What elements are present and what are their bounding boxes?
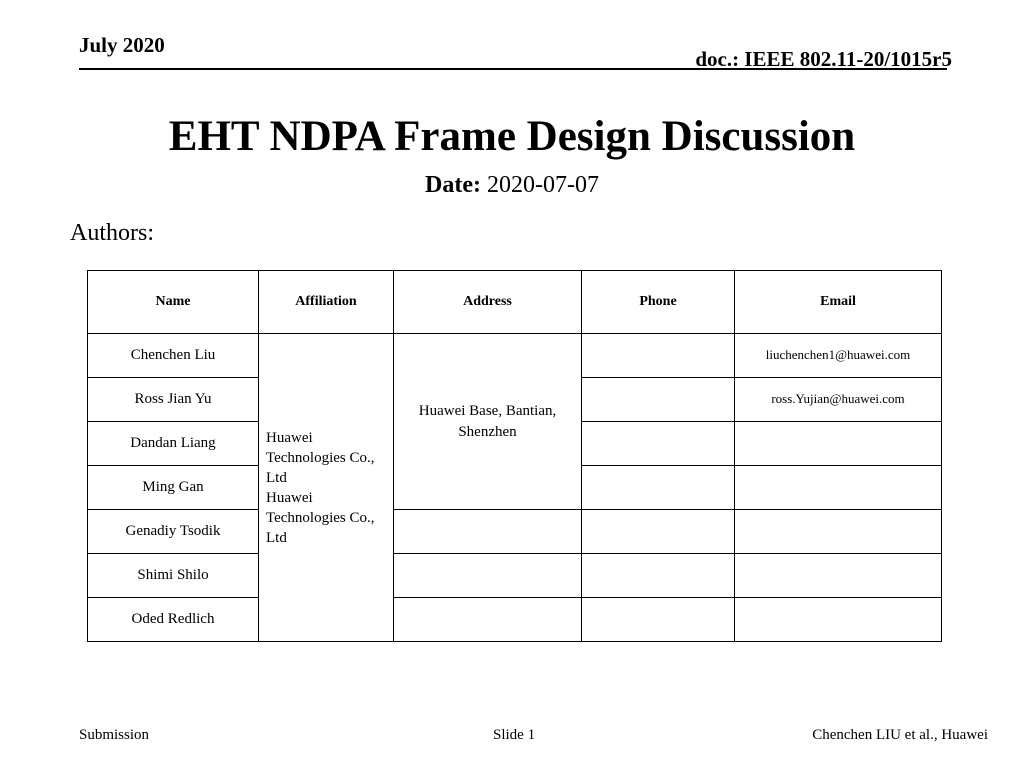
table-row <box>88 598 942 642</box>
email-cell <box>735 466 942 510</box>
author-name: Oded Redlich <box>88 598 259 642</box>
authors-label: Authors: <box>70 220 154 246</box>
header-divider <box>79 68 947 70</box>
date-label: Date: <box>425 172 481 198</box>
phone-cell <box>582 598 735 642</box>
phone-cell <box>582 334 735 378</box>
column-header-phone: Phone <box>582 271 735 334</box>
email-cell <box>735 598 942 642</box>
email-cell <box>735 510 942 554</box>
affiliation-cell <box>259 334 394 642</box>
column-header-affiliation: Affiliation <box>259 271 394 334</box>
footer-slide-number: Slide 1 <box>493 727 536 743</box>
footer-submission: Submission <box>79 727 150 743</box>
affiliation-text: Huawei Technologies Co., Ltd <box>266 489 375 546</box>
author-name: Ross Jian Yu <box>88 378 259 422</box>
table-header-row <box>88 271 942 334</box>
email-cell <box>735 422 942 466</box>
address-cell <box>394 598 582 642</box>
footer-author: Chenchen LIU et al., Huawei <box>812 727 988 743</box>
column-header-email: Email <box>735 271 942 334</box>
column-header-address: Address <box>394 271 582 334</box>
phone-cell <box>582 466 735 510</box>
column-header-name: Name <box>88 271 259 334</box>
date-line <box>0 172 1024 199</box>
slide-title: EHT NDPA Frame Design Discussion <box>168 113 856 160</box>
date-value: 2020-07-07 <box>486 172 599 198</box>
phone-cell <box>582 554 735 598</box>
address-cell: Huawei Base, Bantian, Shenzhen <box>394 334 582 510</box>
email-cell: liuchenchen1@huawei.com <box>735 334 942 378</box>
email-cell <box>735 554 942 598</box>
author-name: Shimi Shilo <box>88 554 259 598</box>
affiliation-text: Huawei Technologies Co., Ltd <box>266 429 375 486</box>
authors-table <box>87 270 942 642</box>
phone-cell <box>582 378 735 422</box>
header-doc-id: doc.: IEEE 802.11-20/1015r5 <box>695 47 952 71</box>
phone-cell <box>582 510 735 554</box>
table-row <box>88 510 942 554</box>
header-date: July 2020 <box>79 33 165 57</box>
email-cell: ross.Yujian@huawei.com <box>735 378 942 422</box>
table-row <box>88 554 942 598</box>
address-cell <box>394 554 582 598</box>
table-row <box>88 334 942 378</box>
author-name: Ming Gan <box>88 466 259 510</box>
author-name: Chenchen Liu <box>88 334 259 378</box>
author-name: Genadiy Tsodik <box>88 510 259 554</box>
address-cell <box>394 510 582 554</box>
phone-cell <box>582 422 735 466</box>
author-name: Dandan Liang <box>88 422 259 466</box>
